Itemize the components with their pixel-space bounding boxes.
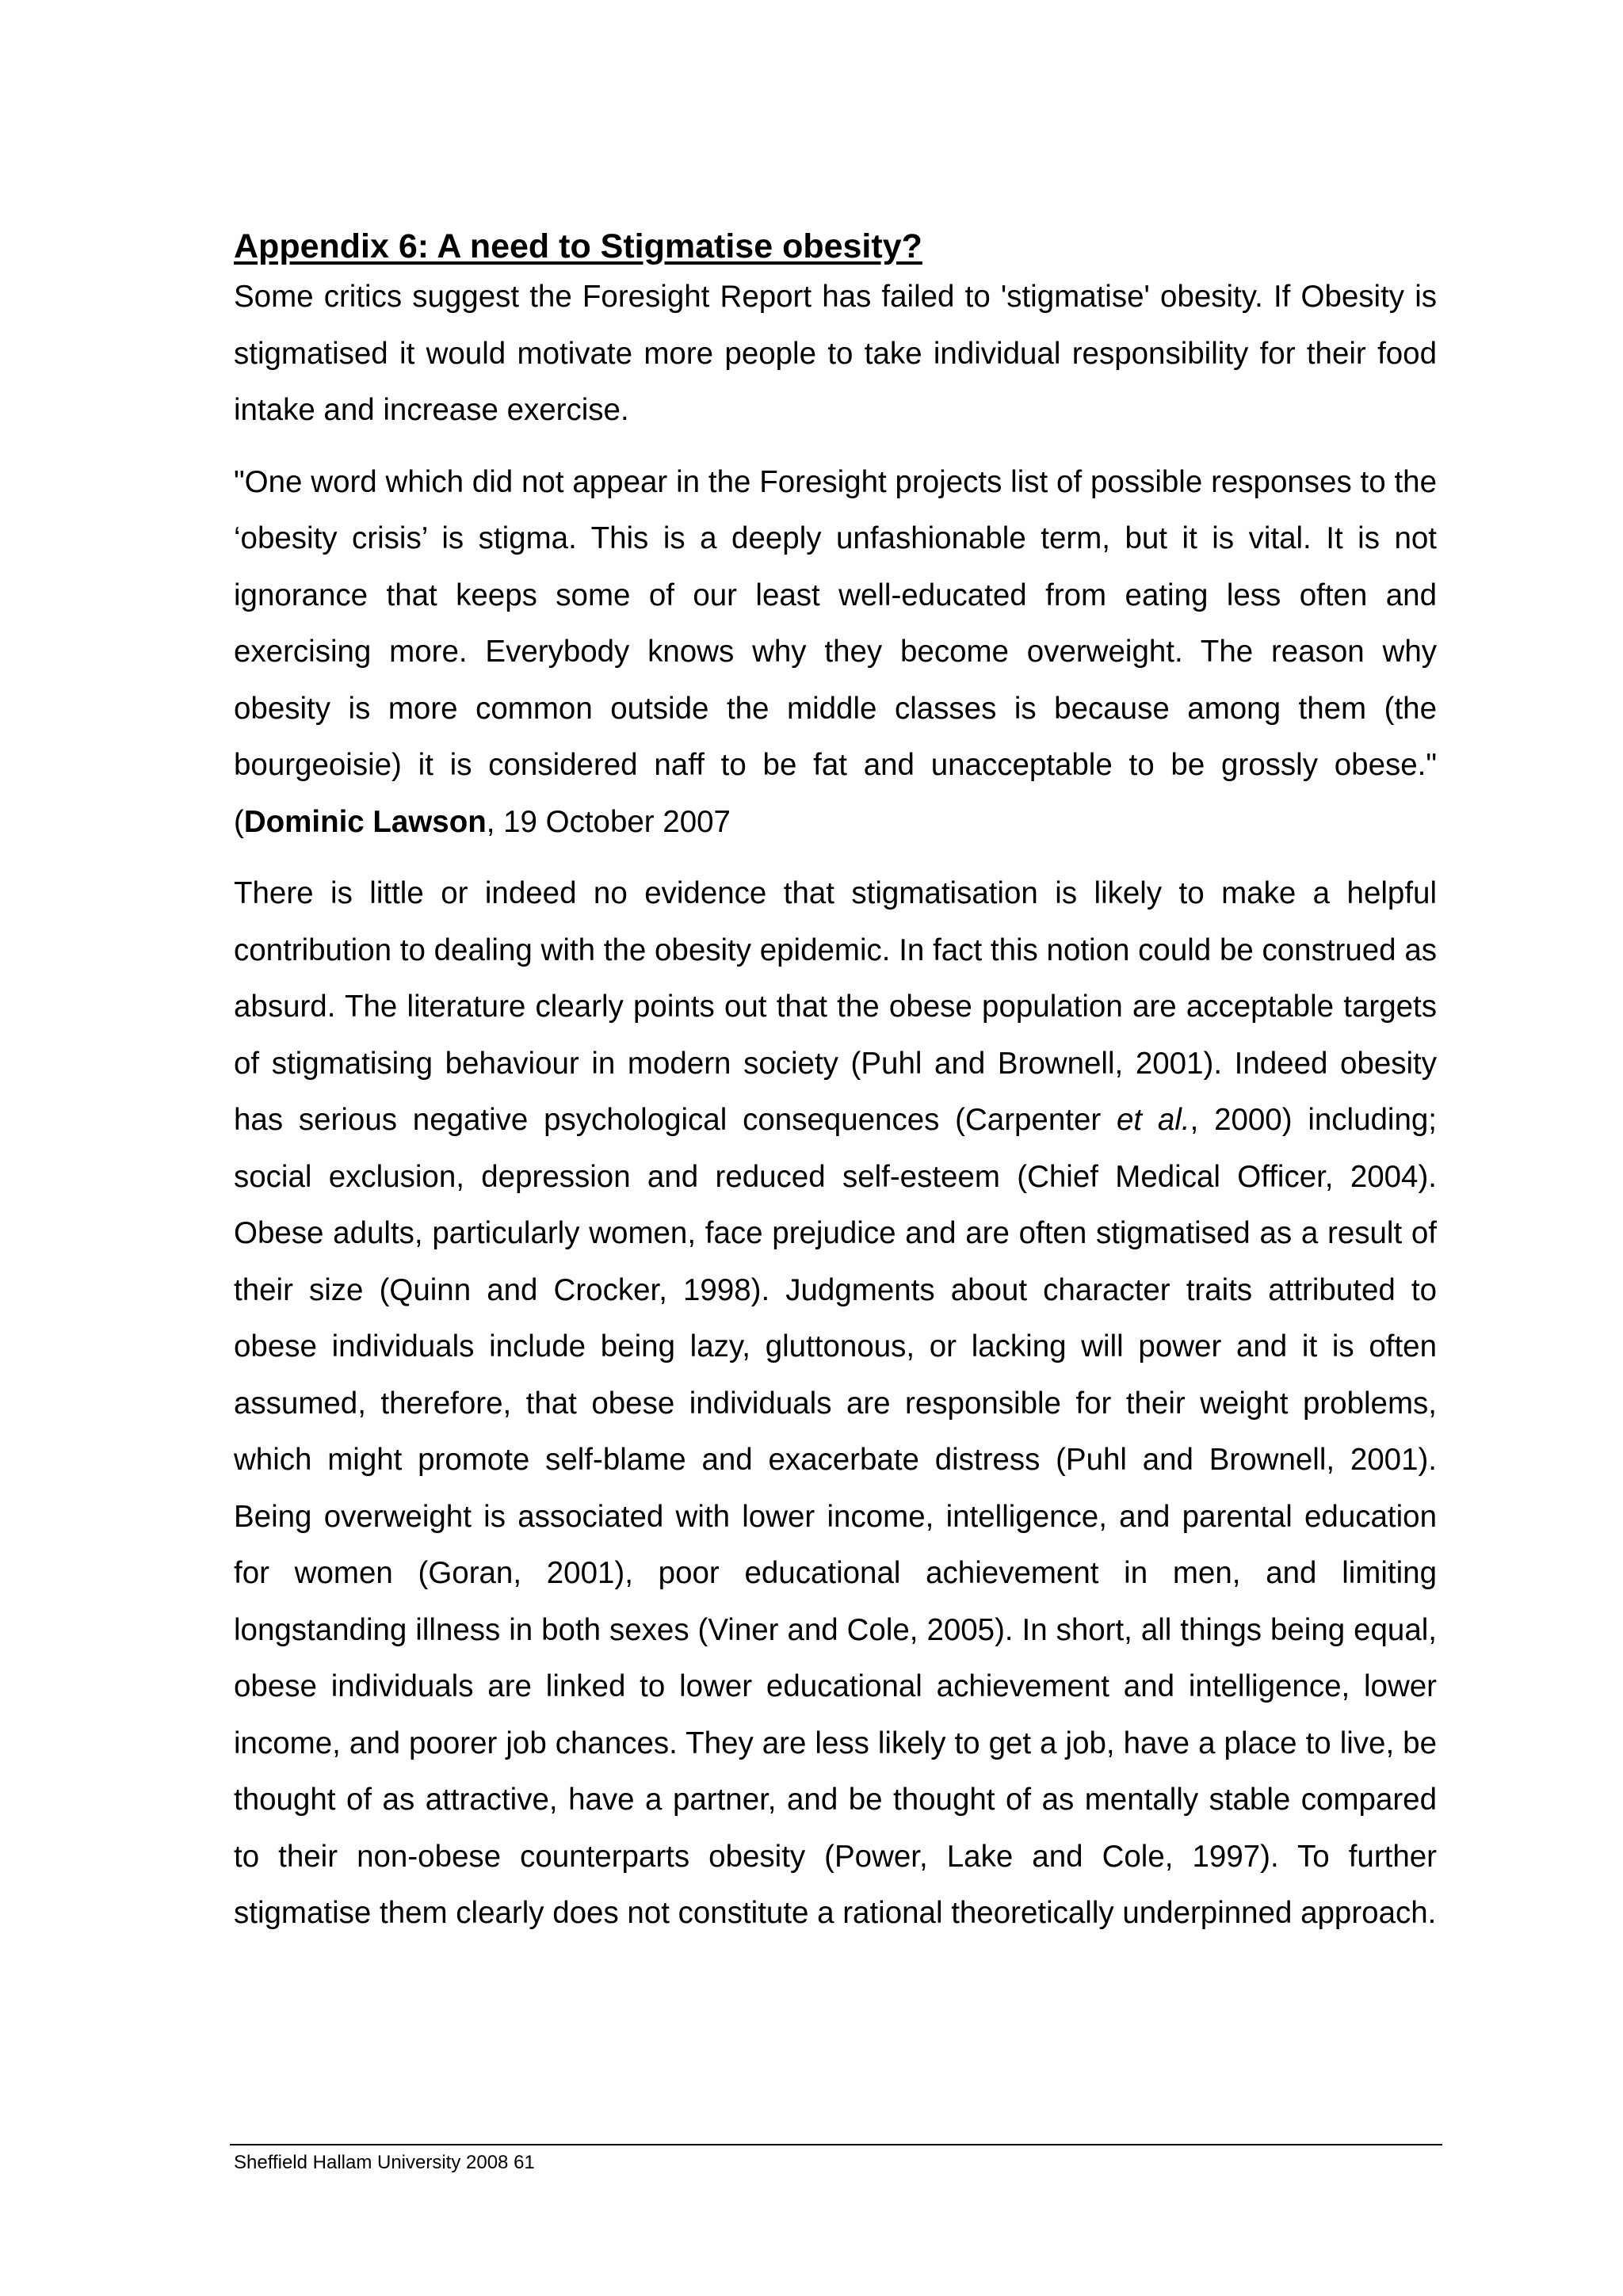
footer-divider [230, 2144, 1442, 2145]
argument-text-part1: There is little or indeed no evidence that stigmatisation is likely to make a helpful contribution to dealing with the obesity epidemic. In fact this notion could be construed as absurd. The literature clearly points out that the obese population are acceptable targets of stigmatising behaviour in modern society (Puhl and Brownell, 2001). Indeed obesity has serious negative psychological consequences (Carpenter [234, 876, 1437, 1137]
argument-text-part2: , 2000) including; social exclusion, depression and reduced self-esteem (Chief Medical Officer, 2004). Obese adults, particularly women, face prejudice and are often stigmatised as a result of their size (Quinn and Crocker, 1998). Judgments about character traits attributed to obese individuals include being lazy, gluttonous, or lacking will power and it is often assumed, therefore, that obese individuals are responsible for their weight problems, which might promote self-blame and exacerbate distress (Puhl and Brownell, 2001). Being overweight is associated with lower income, intelligence, and parental education for women (Goran, 2001), poor educational achievement in men, and limiting longstanding illness in both sexes (Viner and Cole, 2005). In short, all things being equal, obese individuals are linked to lower educational achievement and intelligence, lower income, and poorer job chances. They are less likely to get a job, have a place to live, be thought of as attractive, have a partner, and be thought of as mentally stable compared to their non-obese counterparts obesity (Power, Lake and Cole, 1997). To further stigmatise them clearly does not constitute a rational theoretically underpinned approach. [234, 1103, 1438, 1930]
quote-date: , 19 October 2007 [486, 804, 731, 839]
page-title: Appendix 6: A need to Stigmatise obesity? [234, 227, 922, 265]
page-footer: Sheffield Hallam University 2008 61 [234, 2152, 535, 2173]
citation-et-al: et al. [1117, 1103, 1190, 1137]
paragraph-intro [234, 269, 1437, 439]
quote-author: Dominic Lawson [243, 804, 487, 839]
page-body [234, 224, 1437, 1957]
paragraph-argument [234, 865, 1437, 1942]
paragraph-intro-text: Some critics suggest the Foresight Report has failed to 'stigmatise' obesity. If Obesity is stigmatised it would motivate more people to take individual responsibility for their food intake and increase exercise. [234, 280, 1437, 427]
paragraph-quote [234, 454, 1437, 851]
quote-text: "One word which did not appear in the Foresight projects list of possible responses to the ‘obesity crisis’ is stigma. This is a deeply unfashionable term, but it is vital. It is not ignorance that keeps some of our least well-educated from eating less often and exercising more. Everybody knows why they become overweight. The reason why obesity is more common outside the middle classes is because among them (the bourgeoisie) it is considered naff to be fat and unacceptable to be grossly obese." ( [234, 464, 1437, 839]
